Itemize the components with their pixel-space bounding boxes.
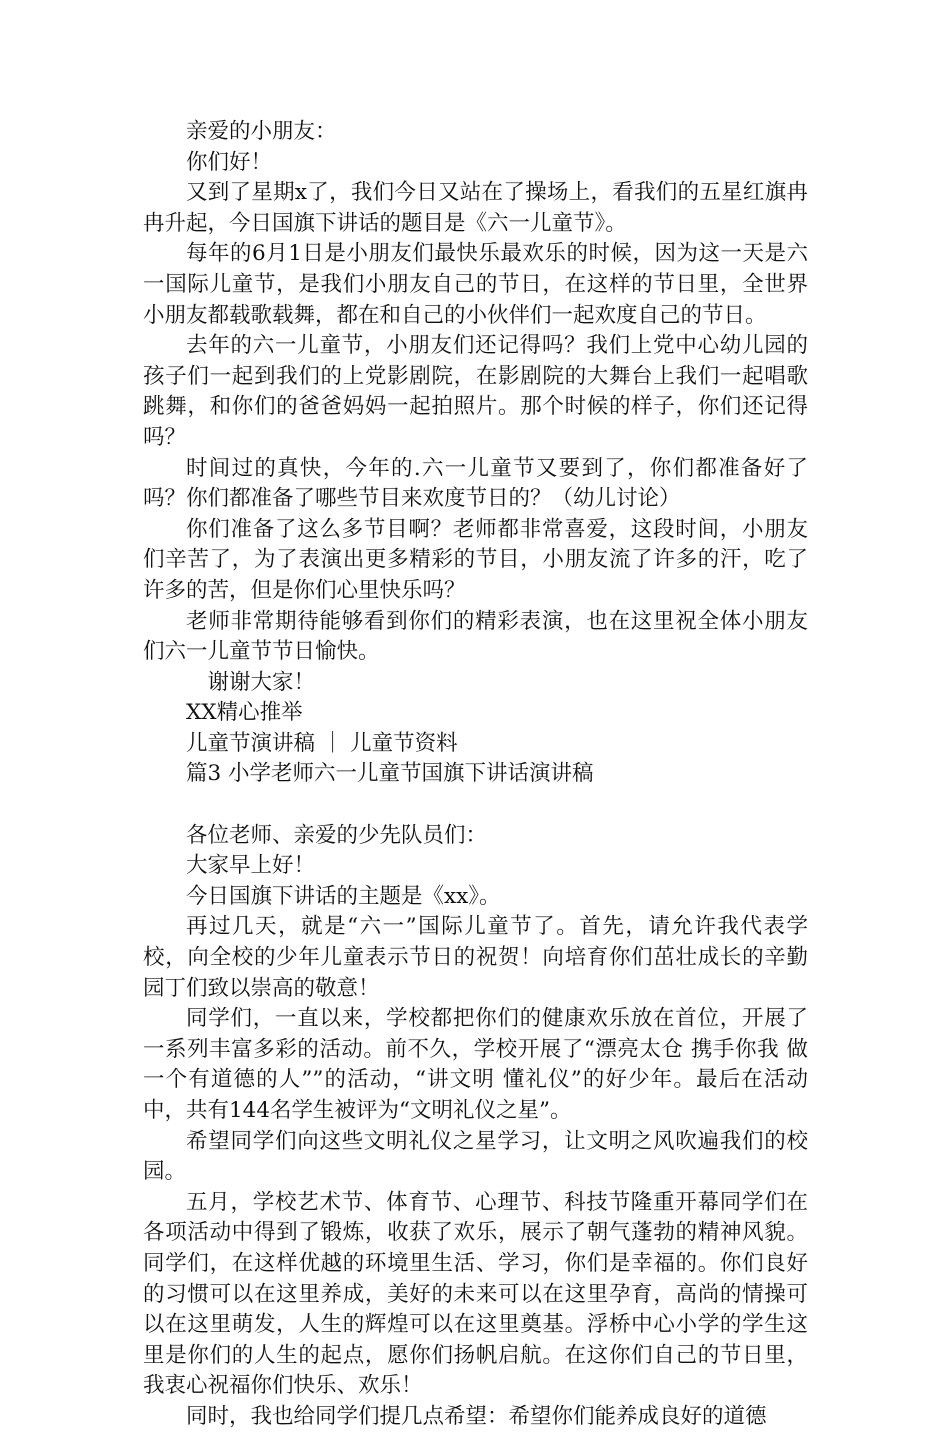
paragraph: 又到了星期x了，我们今日又站在了操场上，看我们的五星红旗冉冉升起，今日国旗下讲话的题目是《六一儿童节》。 bbox=[143, 180, 808, 236]
related-links: 儿童节演讲稿 ｜ 儿童节资料 bbox=[186, 730, 458, 756]
paragraph: 希望同学们向这些文明礼仪之星学习，让文明之风吹遍我们的校园。 bbox=[143, 1128, 808, 1185]
salutation: 亲爱的小朋友： bbox=[186, 119, 337, 144]
paragraph: 老师非常期待能够看到你们的精彩表演，也在这里祝全体小朋友们六一儿童节节日愉快。 bbox=[143, 608, 808, 665]
paragraph: 同时，我也给同学们提几点希望：希望你们能养成良好的道德 bbox=[186, 1403, 767, 1429]
paragraph: 你们准备了这么多节目啊？老师都非常喜爱，这段时间，小朋友们辛苦了，为了表演出更多精彩的节目，小朋友流了许多的汗，吃了许多的苦，但是你们心里快乐吗？ bbox=[143, 516, 808, 603]
paragraph: 时间过的真快，今年的.六一儿童节又要到了，你们都准备好了吗？你们都准备了哪些节目来欢度节日的？（幼儿讨论） bbox=[143, 455, 808, 512]
recommendation-line: XX精心推举 bbox=[186, 700, 303, 726]
greeting: 你们好！ bbox=[186, 149, 273, 175]
salutation: 各位老师、亲爱的少先队员们： bbox=[186, 822, 488, 848]
greeting: 大家早上好！ bbox=[186, 853, 316, 879]
paragraph: 五月，学校艺术节、体育节、心理节、科技节隆重开幕同学们在各项活动中得到了锻炼，收获了欢乐，展示了朝气蓬勃的精神风貌。同学们，在这样优越的环境里生活、学习，你们是幸福的。你们良好的习惯可以在这里养成，美好的未来可以在这里孕育，高尚的情操可以在这里萌发，人生的辉煌可以在这里奠基。浮桥中心小学的学生这里是你们的人生的起点，愿你们扬帆启航。在这你们自己的节日里，我衷心祝福你们快乐、欢乐！ bbox=[143, 1189, 808, 1399]
paragraph: 去年的六一儿童节，小朋友们还记得吗？我们上党中心幼儿园的孩子们一起到我们的上党影剧院，在影剧院的大舞台上我们一起唱歌跳舞，和你们的爸爸妈妈一起拍照片。那个时候的样子，你们还记得吗？ bbox=[143, 333, 808, 450]
closing-thanks: 谢谢大家！ bbox=[207, 669, 316, 695]
paragraph: 同学们，一直以来，学校都把你们的健康欢乐放在首位，开展了一系列丰富多彩的活动。前不久，学校开展了“漂亮太仓 携手你我 做一个有道德的人””的活动，“讲文明 懂礼仪”的好少年。最后在活动中，共有144名学生被评为“文明礼仪之星”。 bbox=[143, 1006, 808, 1123]
section-heading: 篇3 小学老师六一儿童节国旗下讲话演讲稿 bbox=[186, 761, 594, 787]
paragraph: 每年的6月1日是小朋友们最快乐最欢乐的时候，因为这一天是六一国际儿童节，是我们小朋友自己的节日，在这样的节日里，全世界小朋友都载歌载舞，都在和自己的小伙伴们一起欢度自己的节日。 bbox=[143, 241, 808, 328]
document-body bbox=[143, 117, 808, 1433]
paragraph: 今日国旗下讲话的主题是《xx》。 bbox=[186, 883, 501, 909]
paragraph: 再过几天，就是“六一”国际儿童节了。首先，请允许我代表学校，向全校的少年儿童表示节日的祝贺！向培育你们茁壮成长的辛勤园丁们致以崇高的敬意！ bbox=[143, 914, 808, 1001]
